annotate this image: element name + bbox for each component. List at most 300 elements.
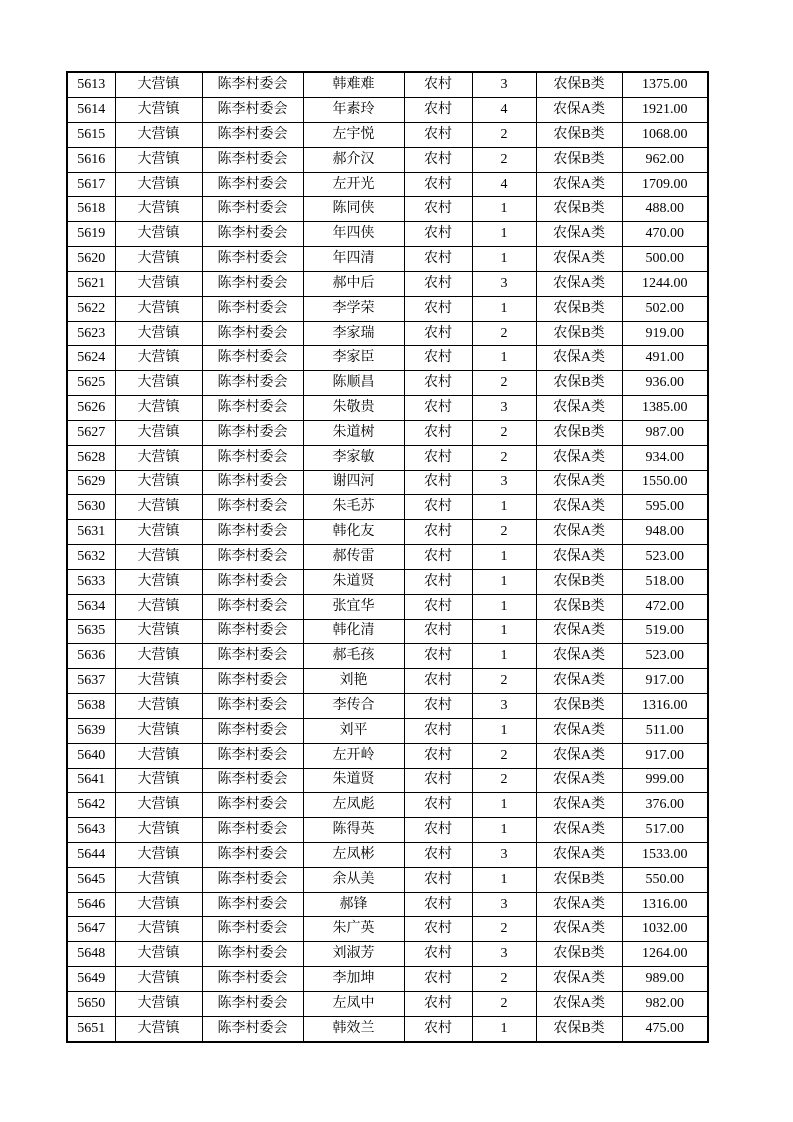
cell-person-count: 3 bbox=[472, 72, 536, 98]
cell-name: 韩效兰 bbox=[303, 1016, 404, 1042]
cell-insurance-class: 农保A类 bbox=[536, 470, 622, 495]
table-row bbox=[67, 718, 708, 743]
cell-residence-type: 农村 bbox=[404, 991, 472, 1016]
cell-insurance-class: 农保B类 bbox=[536, 420, 622, 445]
cell-person-count: 2 bbox=[472, 991, 536, 1016]
cell-town: 大营镇 bbox=[115, 122, 202, 147]
cell-serial: 5649 bbox=[67, 967, 115, 992]
cell-town: 大营镇 bbox=[115, 818, 202, 843]
table-row bbox=[67, 743, 708, 768]
cell-village-committee: 陈李村委会 bbox=[202, 271, 303, 296]
cell-insurance-class: 农保B类 bbox=[536, 867, 622, 892]
table-row bbox=[67, 222, 708, 247]
cell-residence-type: 农村 bbox=[404, 72, 472, 98]
cell-village-committee: 陈李村委会 bbox=[202, 371, 303, 396]
table-row bbox=[67, 644, 708, 669]
cell-village-committee: 陈李村委会 bbox=[202, 694, 303, 719]
cell-insurance-class: 农保A类 bbox=[536, 396, 622, 421]
cell-name: 李传合 bbox=[303, 694, 404, 719]
cell-village-committee: 陈李村委会 bbox=[202, 569, 303, 594]
cell-residence-type: 农村 bbox=[404, 371, 472, 396]
cell-name: 韩化友 bbox=[303, 520, 404, 545]
cell-serial: 5638 bbox=[67, 694, 115, 719]
cell-serial: 5616 bbox=[67, 147, 115, 172]
cell-amount: 936.00 bbox=[622, 371, 708, 396]
cell-village-committee: 陈李村委会 bbox=[202, 247, 303, 272]
cell-residence-type: 农村 bbox=[404, 197, 472, 222]
cell-amount: 523.00 bbox=[622, 545, 708, 570]
cell-amount: 517.00 bbox=[622, 818, 708, 843]
cell-village-committee: 陈李村委会 bbox=[202, 321, 303, 346]
cell-residence-type: 农村 bbox=[404, 98, 472, 123]
cell-name: 左凤彪 bbox=[303, 793, 404, 818]
cell-town: 大营镇 bbox=[115, 644, 202, 669]
cell-amount: 1533.00 bbox=[622, 843, 708, 868]
cell-amount: 1921.00 bbox=[622, 98, 708, 123]
cell-serial: 5628 bbox=[67, 445, 115, 470]
cell-insurance-class: 农保B类 bbox=[536, 569, 622, 594]
cell-amount: 550.00 bbox=[622, 867, 708, 892]
cell-serial: 5651 bbox=[67, 1016, 115, 1042]
cell-residence-type: 农村 bbox=[404, 520, 472, 545]
cell-village-committee: 陈李村委会 bbox=[202, 495, 303, 520]
cell-amount: 511.00 bbox=[622, 718, 708, 743]
cell-amount: 934.00 bbox=[622, 445, 708, 470]
cell-village-committee: 陈李村委会 bbox=[202, 445, 303, 470]
cell-serial: 5631 bbox=[67, 520, 115, 545]
cell-village-committee: 陈李村委会 bbox=[202, 743, 303, 768]
table-row bbox=[67, 470, 708, 495]
cell-residence-type: 农村 bbox=[404, 346, 472, 371]
cell-serial: 5643 bbox=[67, 818, 115, 843]
table-row bbox=[67, 420, 708, 445]
cell-amount: 917.00 bbox=[622, 669, 708, 694]
cell-name: 刘艳 bbox=[303, 669, 404, 694]
cell-insurance-class: 农保A类 bbox=[536, 495, 622, 520]
cell-village-committee: 陈李村委会 bbox=[202, 545, 303, 570]
cell-serial: 5644 bbox=[67, 843, 115, 868]
cell-name: 朱道贤 bbox=[303, 768, 404, 793]
records-table bbox=[66, 71, 709, 1043]
cell-town: 大营镇 bbox=[115, 991, 202, 1016]
cell-village-committee: 陈李村委会 bbox=[202, 147, 303, 172]
cell-person-count: 2 bbox=[472, 321, 536, 346]
cell-name: 左开岭 bbox=[303, 743, 404, 768]
cell-name: 陈顺昌 bbox=[303, 371, 404, 396]
cell-amount: 488.00 bbox=[622, 197, 708, 222]
cell-amount: 1316.00 bbox=[622, 694, 708, 719]
cell-serial: 5629 bbox=[67, 470, 115, 495]
cell-insurance-class: 农保B类 bbox=[536, 122, 622, 147]
cell-residence-type: 农村 bbox=[404, 793, 472, 818]
cell-residence-type: 农村 bbox=[404, 172, 472, 197]
cell-insurance-class: 农保A类 bbox=[536, 743, 622, 768]
table-row bbox=[67, 991, 708, 1016]
cell-serial: 5645 bbox=[67, 867, 115, 892]
cell-name: 朱广英 bbox=[303, 917, 404, 942]
cell-amount: 962.00 bbox=[622, 147, 708, 172]
cell-residence-type: 农村 bbox=[404, 867, 472, 892]
cell-town: 大营镇 bbox=[115, 470, 202, 495]
table-row bbox=[67, 619, 708, 644]
cell-residence-type: 农村 bbox=[404, 321, 472, 346]
table-row bbox=[67, 818, 708, 843]
cell-person-count: 1 bbox=[472, 594, 536, 619]
cell-serial: 5621 bbox=[67, 271, 115, 296]
cell-serial: 5615 bbox=[67, 122, 115, 147]
cell-name: 张宜华 bbox=[303, 594, 404, 619]
cell-person-count: 2 bbox=[472, 967, 536, 992]
cell-residence-type: 农村 bbox=[404, 495, 472, 520]
cell-residence-type: 农村 bbox=[404, 669, 472, 694]
table-row bbox=[67, 867, 708, 892]
cell-amount: 1316.00 bbox=[622, 892, 708, 917]
table-row bbox=[67, 98, 708, 123]
cell-name: 李家臣 bbox=[303, 346, 404, 371]
cell-village-committee: 陈李村委会 bbox=[202, 98, 303, 123]
cell-name: 左凤彬 bbox=[303, 843, 404, 868]
cell-insurance-class: 农保B类 bbox=[536, 321, 622, 346]
cell-name: 刘淑芳 bbox=[303, 942, 404, 967]
cell-village-committee: 陈李村委会 bbox=[202, 917, 303, 942]
cell-residence-type: 农村 bbox=[404, 892, 472, 917]
cell-town: 大营镇 bbox=[115, 271, 202, 296]
cell-person-count: 1 bbox=[472, 818, 536, 843]
cell-insurance-class: 农保A类 bbox=[536, 843, 622, 868]
cell-village-committee: 陈李村委会 bbox=[202, 793, 303, 818]
cell-amount: 1068.00 bbox=[622, 122, 708, 147]
cell-residence-type: 农村 bbox=[404, 743, 472, 768]
cell-village-committee: 陈李村委会 bbox=[202, 1016, 303, 1042]
cell-amount: 999.00 bbox=[622, 768, 708, 793]
cell-town: 大营镇 bbox=[115, 396, 202, 421]
cell-residence-type: 农村 bbox=[404, 942, 472, 967]
cell-town: 大营镇 bbox=[115, 445, 202, 470]
table-row bbox=[67, 271, 708, 296]
table-row bbox=[67, 594, 708, 619]
cell-town: 大营镇 bbox=[115, 247, 202, 272]
table-row bbox=[67, 942, 708, 967]
cell-village-committee: 陈李村委会 bbox=[202, 222, 303, 247]
cell-person-count: 3 bbox=[472, 892, 536, 917]
cell-town: 大营镇 bbox=[115, 371, 202, 396]
cell-name: 余从美 bbox=[303, 867, 404, 892]
cell-person-count: 3 bbox=[472, 271, 536, 296]
cell-person-count: 1 bbox=[472, 619, 536, 644]
cell-person-count: 3 bbox=[472, 470, 536, 495]
cell-insurance-class: 农保A类 bbox=[536, 619, 622, 644]
cell-amount: 1550.00 bbox=[622, 470, 708, 495]
cell-person-count: 2 bbox=[472, 122, 536, 147]
cell-name: 郝传雷 bbox=[303, 545, 404, 570]
cell-village-committee: 陈李村委会 bbox=[202, 991, 303, 1016]
cell-name: 朱敬贵 bbox=[303, 396, 404, 421]
cell-amount: 989.00 bbox=[622, 967, 708, 992]
cell-serial: 5627 bbox=[67, 420, 115, 445]
cell-town: 大营镇 bbox=[115, 718, 202, 743]
cell-name: 郝中后 bbox=[303, 271, 404, 296]
cell-person-count: 3 bbox=[472, 843, 536, 868]
cell-insurance-class: 农保A类 bbox=[536, 818, 622, 843]
cell-village-committee: 陈李村委会 bbox=[202, 346, 303, 371]
cell-person-count: 1 bbox=[472, 197, 536, 222]
cell-residence-type: 农村 bbox=[404, 967, 472, 992]
cell-name: 陈得英 bbox=[303, 818, 404, 843]
cell-residence-type: 农村 bbox=[404, 222, 472, 247]
cell-town: 大营镇 bbox=[115, 222, 202, 247]
cell-amount: 987.00 bbox=[622, 420, 708, 445]
cell-residence-type: 农村 bbox=[404, 818, 472, 843]
cell-serial: 5617 bbox=[67, 172, 115, 197]
cell-insurance-class: 农保A类 bbox=[536, 718, 622, 743]
cell-name: 年四侠 bbox=[303, 222, 404, 247]
cell-town: 大营镇 bbox=[115, 669, 202, 694]
cell-residence-type: 农村 bbox=[404, 445, 472, 470]
cell-serial: 5633 bbox=[67, 569, 115, 594]
cell-amount: 1032.00 bbox=[622, 917, 708, 942]
cell-village-committee: 陈李村委会 bbox=[202, 594, 303, 619]
cell-serial: 5623 bbox=[67, 321, 115, 346]
cell-name: 朱道树 bbox=[303, 420, 404, 445]
cell-village-committee: 陈李村委会 bbox=[202, 669, 303, 694]
cell-insurance-class: 农保A类 bbox=[536, 917, 622, 942]
cell-person-count: 2 bbox=[472, 371, 536, 396]
cell-amount: 500.00 bbox=[622, 247, 708, 272]
cell-residence-type: 农村 bbox=[404, 247, 472, 272]
cell-person-count: 2 bbox=[472, 147, 536, 172]
cell-person-count: 4 bbox=[472, 98, 536, 123]
cell-serial: 5635 bbox=[67, 619, 115, 644]
cell-town: 大营镇 bbox=[115, 619, 202, 644]
cell-name: 左开光 bbox=[303, 172, 404, 197]
table-row bbox=[67, 495, 708, 520]
cell-name: 韩化清 bbox=[303, 619, 404, 644]
cell-residence-type: 农村 bbox=[404, 271, 472, 296]
cell-residence-type: 农村 bbox=[404, 296, 472, 321]
cell-residence-type: 农村 bbox=[404, 569, 472, 594]
cell-insurance-class: 农保B类 bbox=[536, 197, 622, 222]
cell-insurance-class: 农保A类 bbox=[536, 644, 622, 669]
cell-name: 左凤中 bbox=[303, 991, 404, 1016]
cell-residence-type: 农村 bbox=[404, 420, 472, 445]
cell-insurance-class: 农保A类 bbox=[536, 669, 622, 694]
cell-serial: 5624 bbox=[67, 346, 115, 371]
cell-name: 刘平 bbox=[303, 718, 404, 743]
cell-village-committee: 陈李村委会 bbox=[202, 470, 303, 495]
table-row bbox=[67, 917, 708, 942]
cell-village-committee: 陈李村委会 bbox=[202, 197, 303, 222]
table-row bbox=[67, 843, 708, 868]
table-row bbox=[67, 545, 708, 570]
cell-insurance-class: 农保A类 bbox=[536, 222, 622, 247]
cell-village-committee: 陈李村委会 bbox=[202, 967, 303, 992]
cell-name: 李学荣 bbox=[303, 296, 404, 321]
cell-village-committee: 陈李村委会 bbox=[202, 72, 303, 98]
cell-serial: 5648 bbox=[67, 942, 115, 967]
cell-town: 大营镇 bbox=[115, 843, 202, 868]
cell-town: 大营镇 bbox=[115, 942, 202, 967]
cell-person-count: 1 bbox=[472, 793, 536, 818]
cell-residence-type: 农村 bbox=[404, 594, 472, 619]
cell-amount: 919.00 bbox=[622, 321, 708, 346]
cell-town: 大营镇 bbox=[115, 197, 202, 222]
cell-village-committee: 陈李村委会 bbox=[202, 172, 303, 197]
table-row bbox=[67, 967, 708, 992]
table-row bbox=[67, 669, 708, 694]
cell-person-count: 2 bbox=[472, 420, 536, 445]
cell-town: 大营镇 bbox=[115, 917, 202, 942]
cell-serial: 5618 bbox=[67, 197, 115, 222]
cell-village-committee: 陈李村委会 bbox=[202, 396, 303, 421]
table-row bbox=[67, 72, 708, 98]
table-row bbox=[67, 122, 708, 147]
cell-insurance-class: 农保B类 bbox=[536, 1016, 622, 1042]
cell-serial: 5613 bbox=[67, 72, 115, 98]
cell-residence-type: 农村 bbox=[404, 718, 472, 743]
cell-town: 大营镇 bbox=[115, 594, 202, 619]
cell-person-count: 1 bbox=[472, 569, 536, 594]
cell-village-committee: 陈李村委会 bbox=[202, 768, 303, 793]
cell-town: 大营镇 bbox=[115, 1016, 202, 1042]
cell-name: 李加坤 bbox=[303, 967, 404, 992]
cell-town: 大营镇 bbox=[115, 420, 202, 445]
cell-residence-type: 农村 bbox=[404, 1016, 472, 1042]
cell-town: 大营镇 bbox=[115, 520, 202, 545]
table-row bbox=[67, 396, 708, 421]
cell-name: 李家敏 bbox=[303, 445, 404, 470]
cell-person-count: 3 bbox=[472, 396, 536, 421]
cell-village-committee: 陈李村委会 bbox=[202, 942, 303, 967]
cell-amount: 1264.00 bbox=[622, 942, 708, 967]
cell-town: 大营镇 bbox=[115, 694, 202, 719]
cell-insurance-class: 农保A类 bbox=[536, 545, 622, 570]
cell-person-count: 1 bbox=[472, 1016, 536, 1042]
cell-amount: 475.00 bbox=[622, 1016, 708, 1042]
cell-insurance-class: 农保B类 bbox=[536, 942, 622, 967]
cell-amount: 917.00 bbox=[622, 743, 708, 768]
cell-amount: 523.00 bbox=[622, 644, 708, 669]
cell-serial: 5642 bbox=[67, 793, 115, 818]
cell-town: 大营镇 bbox=[115, 346, 202, 371]
cell-residence-type: 农村 bbox=[404, 768, 472, 793]
cell-insurance-class: 农保A类 bbox=[536, 991, 622, 1016]
cell-person-count: 1 bbox=[472, 495, 536, 520]
cell-person-count: 1 bbox=[472, 867, 536, 892]
cell-village-committee: 陈李村委会 bbox=[202, 818, 303, 843]
table-row bbox=[67, 793, 708, 818]
cell-name: 李家瑞 bbox=[303, 321, 404, 346]
cell-amount: 1385.00 bbox=[622, 396, 708, 421]
cell-insurance-class: 农保A类 bbox=[536, 346, 622, 371]
cell-village-committee: 陈李村委会 bbox=[202, 843, 303, 868]
cell-town: 大营镇 bbox=[115, 743, 202, 768]
cell-serial: 5614 bbox=[67, 98, 115, 123]
cell-village-committee: 陈李村委会 bbox=[202, 892, 303, 917]
cell-person-count: 2 bbox=[472, 743, 536, 768]
cell-person-count: 1 bbox=[472, 718, 536, 743]
cell-insurance-class: 农保A类 bbox=[536, 793, 622, 818]
cell-insurance-class: 农保A类 bbox=[536, 520, 622, 545]
cell-amount: 518.00 bbox=[622, 569, 708, 594]
cell-name: 年四清 bbox=[303, 247, 404, 272]
cell-serial: 5632 bbox=[67, 545, 115, 570]
cell-person-count: 1 bbox=[472, 545, 536, 570]
cell-village-committee: 陈李村委会 bbox=[202, 296, 303, 321]
table-row bbox=[67, 172, 708, 197]
cell-amount: 948.00 bbox=[622, 520, 708, 545]
table-row bbox=[67, 346, 708, 371]
table-row bbox=[67, 569, 708, 594]
cell-town: 大营镇 bbox=[115, 296, 202, 321]
cell-town: 大营镇 bbox=[115, 321, 202, 346]
cell-serial: 5636 bbox=[67, 644, 115, 669]
cell-town: 大营镇 bbox=[115, 98, 202, 123]
table-row bbox=[67, 892, 708, 917]
cell-village-committee: 陈李村委会 bbox=[202, 122, 303, 147]
cell-name: 郝介汉 bbox=[303, 147, 404, 172]
cell-name: 朱毛苏 bbox=[303, 495, 404, 520]
cell-town: 大营镇 bbox=[115, 495, 202, 520]
cell-serial: 5626 bbox=[67, 396, 115, 421]
cell-insurance-class: 农保A类 bbox=[536, 892, 622, 917]
cell-name: 谢四河 bbox=[303, 470, 404, 495]
cell-serial: 5619 bbox=[67, 222, 115, 247]
cell-town: 大营镇 bbox=[115, 545, 202, 570]
cell-serial: 5650 bbox=[67, 991, 115, 1016]
cell-residence-type: 农村 bbox=[404, 843, 472, 868]
cell-town: 大营镇 bbox=[115, 147, 202, 172]
cell-amount: 1244.00 bbox=[622, 271, 708, 296]
cell-serial: 5647 bbox=[67, 917, 115, 942]
cell-residence-type: 农村 bbox=[404, 644, 472, 669]
cell-insurance-class: 农保B类 bbox=[536, 296, 622, 321]
cell-person-count: 1 bbox=[472, 222, 536, 247]
cell-person-count: 3 bbox=[472, 694, 536, 719]
cell-residence-type: 农村 bbox=[404, 396, 472, 421]
cell-person-count: 2 bbox=[472, 917, 536, 942]
cell-person-count: 1 bbox=[472, 247, 536, 272]
cell-person-count: 1 bbox=[472, 296, 536, 321]
cell-insurance-class: 农保B类 bbox=[536, 371, 622, 396]
cell-person-count: 1 bbox=[472, 346, 536, 371]
cell-residence-type: 农村 bbox=[404, 122, 472, 147]
cell-name: 陈同侠 bbox=[303, 197, 404, 222]
cell-person-count: 4 bbox=[472, 172, 536, 197]
cell-serial: 5620 bbox=[67, 247, 115, 272]
cell-amount: 491.00 bbox=[622, 346, 708, 371]
cell-name: 左宇悦 bbox=[303, 122, 404, 147]
cell-insurance-class: 农保A类 bbox=[536, 271, 622, 296]
cell-residence-type: 农村 bbox=[404, 619, 472, 644]
cell-insurance-class: 农保A类 bbox=[536, 967, 622, 992]
table-row bbox=[67, 296, 708, 321]
cell-name: 朱道贤 bbox=[303, 569, 404, 594]
cell-town: 大营镇 bbox=[115, 967, 202, 992]
cell-serial: 5622 bbox=[67, 296, 115, 321]
cell-insurance-class: 农保A类 bbox=[536, 247, 622, 272]
cell-residence-type: 农村 bbox=[404, 545, 472, 570]
table-row bbox=[67, 445, 708, 470]
cell-village-committee: 陈李村委会 bbox=[202, 420, 303, 445]
cell-person-count: 2 bbox=[472, 669, 536, 694]
table-row bbox=[67, 1016, 708, 1042]
cell-town: 大营镇 bbox=[115, 172, 202, 197]
cell-insurance-class: 农保B类 bbox=[536, 147, 622, 172]
cell-serial: 5630 bbox=[67, 495, 115, 520]
table-row bbox=[67, 694, 708, 719]
cell-amount: 595.00 bbox=[622, 495, 708, 520]
cell-insurance-class: 农保A类 bbox=[536, 172, 622, 197]
